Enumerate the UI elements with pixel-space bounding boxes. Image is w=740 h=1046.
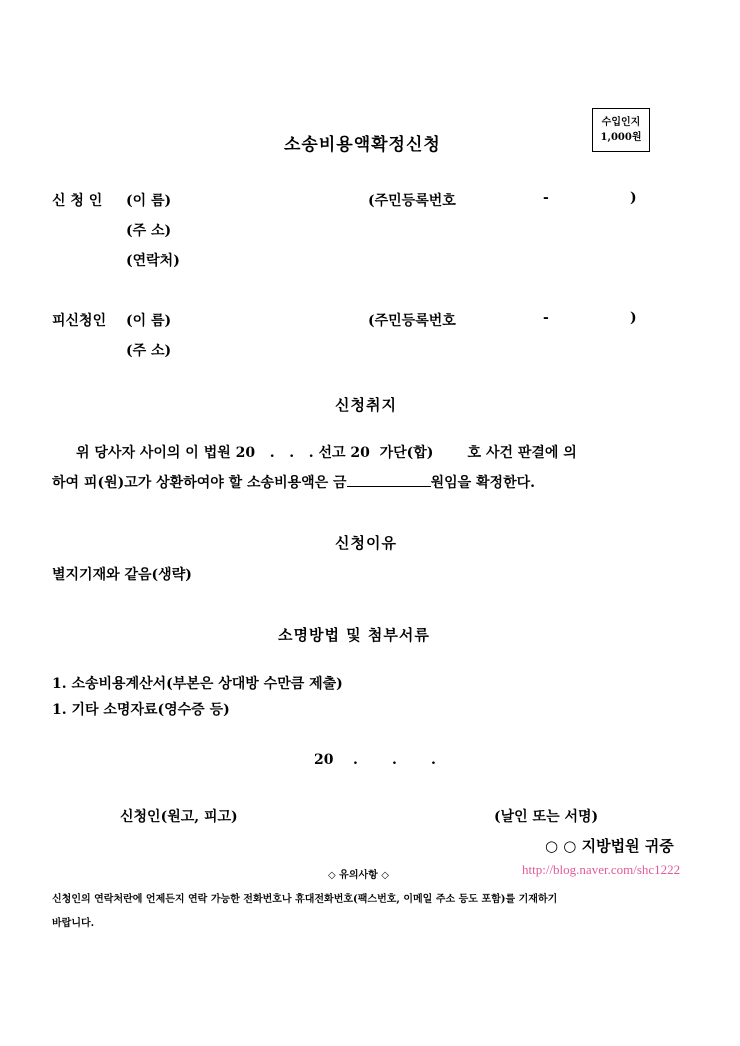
notice-line-2: 바랍니다. bbox=[52, 918, 95, 929]
purpose-line-2-pre: 하여 피(원)고가 상환하여야 할 소송비용액은 금 bbox=[52, 475, 347, 491]
revenue-stamp-box bbox=[592, 108, 650, 152]
reason-heading: 신청이유 bbox=[335, 534, 397, 552]
purpose-line-2 bbox=[52, 472, 535, 492]
respondent-address-label: (주 소) bbox=[126, 343, 172, 359]
purpose-line-2-post: 원임을 확정한다. bbox=[430, 475, 535, 491]
evidence-item-2: 1. 기타 소명자료(영수증 등) bbox=[52, 702, 230, 718]
respondent-label: 피신청인 bbox=[52, 313, 107, 329]
stamp-amount: 1,000원 bbox=[600, 132, 642, 143]
court-recipient: ○ ○ 지방법원 귀중 bbox=[545, 837, 674, 855]
applicant-rrn-close: ) bbox=[630, 190, 637, 206]
blog-watermark-url: http://blog.naver.com/shc1222 bbox=[522, 862, 681, 877]
purpose-heading: 신청취지 bbox=[335, 396, 397, 414]
applicant-contact-label: (연락처) bbox=[126, 253, 180, 269]
respondent-rrn-close: ) bbox=[630, 310, 637, 326]
stamp-label: 수입인지 bbox=[601, 117, 641, 128]
document-title: 소송비용액확정신청 bbox=[284, 135, 441, 155]
signature-seal-note: (날인 또는 서명) bbox=[494, 809, 599, 825]
evidence-item-1: 1. 소송비용계산서(부본은 상대방 수만큼 제출) bbox=[52, 676, 343, 692]
notice-heading: ◇ 유의사항 ◇ bbox=[328, 870, 389, 881]
evidence-heading: 소명방법 및 첨부서류 bbox=[278, 626, 430, 644]
respondent-rrn-label: (주민등록번호 bbox=[368, 313, 456, 329]
amount-blank bbox=[347, 474, 431, 487]
applicant-name-label: (이 름) bbox=[126, 193, 172, 209]
signature-applicant: 신청인(원고, 피고) bbox=[120, 809, 238, 825]
purpose-line-1: 위 당사자 사이의 이 법원 20 . . . 선고 20 가단(합) 호 사건 판결에 의 bbox=[76, 445, 577, 461]
notice-line-1: 신청인의 연락처란에 언제든지 연락 가능한 전화번호나 휴대전화번호(팩스번호, 이메일 주소 등도 포함)를 기재하기 bbox=[52, 894, 558, 905]
applicant-label: 신 청 인 bbox=[52, 193, 103, 209]
date-line: 20 . . . bbox=[314, 752, 436, 768]
applicant-address-label: (주 소) bbox=[126, 223, 172, 239]
reason-text: 별지기재와 같음(생략) bbox=[52, 567, 192, 583]
respondent-name-label: (이 름) bbox=[126, 313, 172, 329]
applicant-rrn-label: (주민등록번호 bbox=[368, 193, 456, 209]
respondent-rrn-dash: - bbox=[543, 310, 549, 326]
applicant-rrn-dash: - bbox=[543, 190, 549, 206]
